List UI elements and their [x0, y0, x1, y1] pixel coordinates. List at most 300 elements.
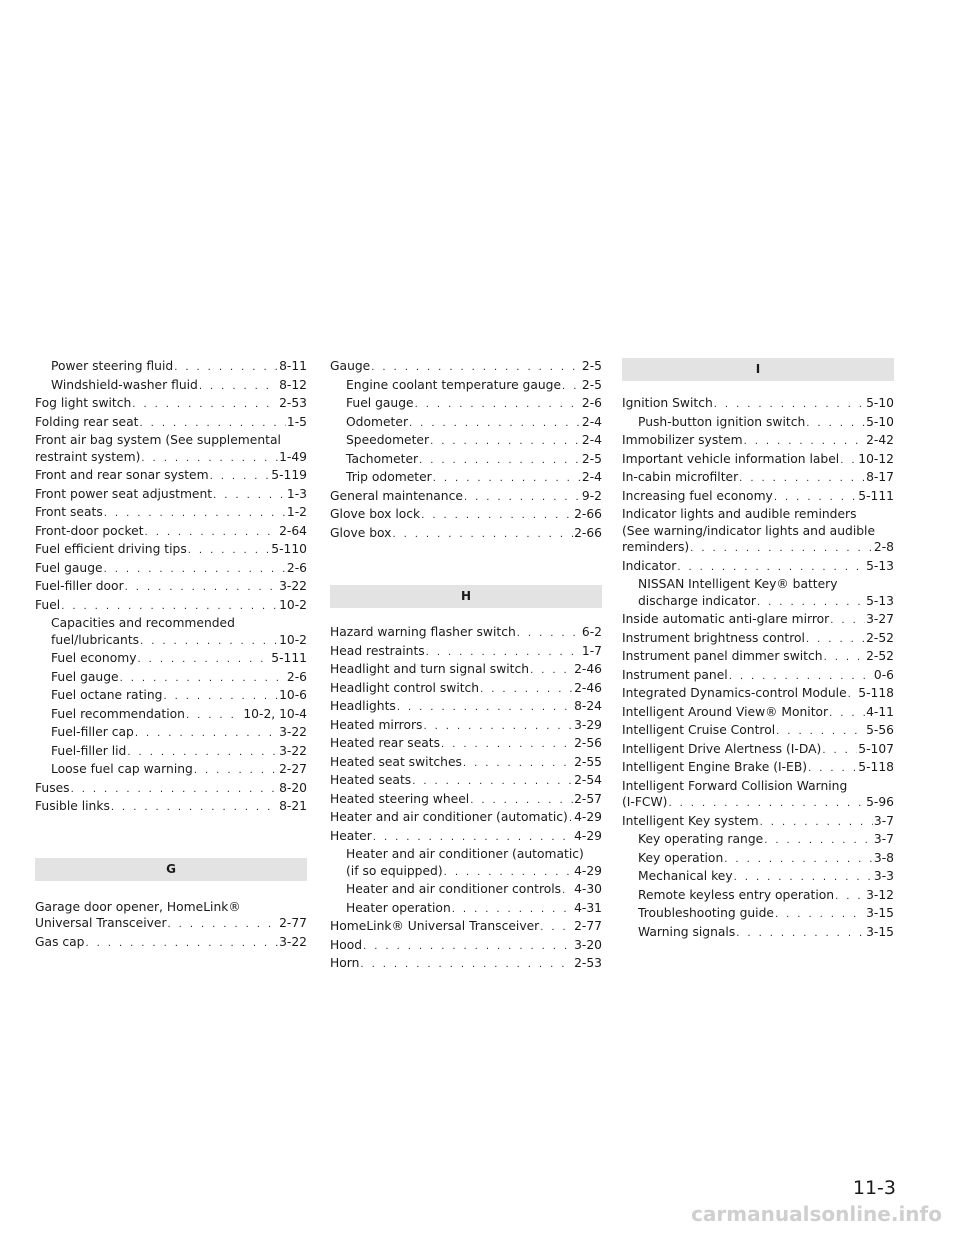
dot-leader [210, 469, 271, 486]
entry-term: Headlight control switch [330, 680, 480, 695]
dot-leader [132, 397, 278, 414]
entry-term: Heater operation [346, 900, 451, 915]
entry-page-ref: 2-27 [279, 762, 307, 776]
dot-leader [668, 796, 865, 813]
index-entry [330, 918, 602, 937]
index-entry [622, 506, 894, 523]
dot-leader [104, 506, 286, 523]
entry-term: Intelligent Forward Collision Warning [622, 778, 848, 793]
dot-leader [426, 645, 581, 662]
dot-leader [174, 360, 278, 377]
entry-term: Heated steering wheel [330, 791, 470, 806]
entry-page-ref: 10-2 [279, 632, 307, 647]
entry-page-ref: 2-77 [279, 916, 307, 930]
entry-page-ref: 2-5 [581, 377, 602, 392]
entry-term: Front air bag system (See supplemental [35, 433, 281, 447]
entry-page-ref: 9-2 [581, 488, 602, 503]
index-entry [330, 469, 602, 488]
index-column-1 [35, 358, 307, 952]
entry-page-ref: 3-7 [873, 832, 894, 846]
entry-term: Indicator [622, 558, 677, 573]
entry-list-i [622, 395, 894, 942]
index-entry [622, 611, 894, 630]
entry-term: Intelligent Cruise Control [622, 723, 776, 737]
index-entry [35, 504, 307, 523]
index-entry [330, 525, 602, 544]
index-entry [622, 469, 894, 488]
entry-page-ref: 8-17 [866, 470, 894, 484]
dot-leader [714, 397, 865, 414]
dot-leader [127, 745, 278, 762]
dot-leader [736, 926, 865, 943]
dot-leader [806, 416, 865, 433]
dot-leader [140, 634, 278, 651]
entry-term: Windshield-washer fluid [51, 377, 198, 392]
index-entry [330, 791, 602, 810]
entry-term: Heated mirrors [330, 717, 423, 732]
index-entry [330, 432, 602, 451]
index-entry [35, 798, 307, 817]
entry-term: Tachometer [346, 451, 419, 466]
entry-term: Odometer [346, 414, 408, 429]
entry-page-ref: 1-49 [279, 449, 307, 464]
entry-term: Folding rear seat [35, 414, 139, 429]
dot-leader [470, 793, 573, 810]
dot-leader [724, 852, 873, 869]
dot-leader [808, 761, 857, 778]
entry-page-ref: 1-7 [581, 643, 602, 658]
entry-term: NISSAN Intelligent Key® battery [638, 577, 838, 591]
entry-page-ref: 5-118 [858, 760, 894, 774]
entry-page-ref: 2-54 [574, 773, 602, 787]
entry-term: Remote keyless entry operation [638, 887, 835, 902]
dot-leader [433, 471, 581, 488]
dot-leader [729, 669, 873, 686]
entry-page-ref: 4-29 [574, 810, 602, 824]
entry-page-ref: 3-27 [866, 612, 894, 626]
index-entry [622, 539, 894, 558]
entry-term: Power steering fluid [51, 359, 174, 373]
index-entry [330, 881, 602, 900]
entry-page-ref: 5-56 [866, 723, 894, 737]
dot-leader [775, 907, 865, 924]
entry-term: Intelligent Key system [622, 813, 759, 828]
entry-page-ref: 4-30 [574, 882, 602, 896]
index-entry [622, 576, 894, 593]
index-entry [622, 778, 894, 795]
entry-page-ref: 3-29 [574, 717, 602, 732]
index-entry [35, 523, 307, 542]
entry-page-ref: 5-111 [271, 651, 307, 665]
entry-page-ref: 10-2, 10-4 [243, 706, 307, 721]
index-entry [35, 669, 307, 688]
index-entry [622, 414, 894, 433]
index-entry [622, 924, 894, 943]
index-entry [622, 630, 894, 649]
dot-leader [463, 756, 573, 773]
entry-term: Integrated Dynamics-control Module [622, 686, 847, 700]
entry-page-ref: 2-55 [574, 754, 602, 769]
index-entry [35, 934, 307, 953]
index-entry [35, 915, 307, 934]
index-entry [622, 667, 894, 686]
index-entry [622, 432, 894, 451]
entry-page-ref: 5-111 [858, 488, 894, 503]
index-entry [330, 377, 602, 396]
dot-leader [690, 541, 873, 558]
index-entry [35, 899, 307, 916]
entry-page-ref: 3-22 [279, 743, 307, 758]
index-entry [35, 706, 307, 725]
dot-leader [138, 652, 271, 669]
entry-term: Garage door opener, HomeLink® [35, 899, 241, 914]
entry-term: reminders) [622, 540, 690, 554]
index-entry [622, 887, 894, 906]
dot-leader [835, 889, 865, 906]
entry-page-ref: 4-29 [574, 828, 602, 843]
index-entry [622, 704, 894, 723]
entry-page-ref: 3-15 [866, 924, 894, 939]
dot-leader [452, 902, 573, 919]
dot-leader [444, 865, 573, 882]
dot-leader [517, 626, 581, 643]
index-entry [330, 937, 602, 956]
dot-leader [734, 870, 873, 887]
index-entry [35, 395, 307, 414]
index-entry [330, 624, 602, 643]
entry-page-ref: 5-13 [866, 558, 894, 573]
entry-term: Capacities and recommended [51, 616, 235, 630]
entry-term: Fuel gauge [35, 560, 103, 575]
index-entry [35, 358, 307, 377]
index-entry [35, 761, 307, 780]
entry-page-ref: 3-22 [279, 579, 307, 593]
entry-page-ref: 3-22 [279, 934, 307, 949]
dot-leader [430, 434, 581, 451]
index-entry [35, 377, 307, 396]
entry-term: restraint system) [35, 449, 141, 464]
entry-term: Universal Transceiver [35, 916, 167, 930]
entry-term: Fuel gauge [346, 396, 414, 410]
entry-term: In-cabin microfilter [622, 470, 739, 484]
entry-term: Instrument panel dimmer switch [622, 649, 823, 663]
index-column-3 [622, 358, 894, 942]
entry-page-ref: 2-52 [866, 649, 894, 663]
dot-leader [409, 416, 581, 433]
dot-leader [141, 451, 278, 468]
index-entry [330, 754, 602, 773]
entry-term: Heated seats [330, 773, 412, 787]
entry-term: Heated seat switches [330, 754, 462, 769]
dot-leader [104, 562, 286, 579]
entry-page-ref: 4-11 [866, 704, 894, 719]
entry-page-ref: 1-2 [286, 505, 307, 519]
entry-term: Important vehicle information label [622, 451, 840, 466]
index-entry [330, 809, 602, 828]
entry-term: Instrument panel [622, 667, 728, 682]
entry-page-ref: 2-64 [279, 523, 307, 538]
entry-page-ref: 10-2 [279, 597, 307, 612]
dot-leader [140, 416, 286, 433]
entry-page-ref: 2-66 [574, 525, 602, 540]
index-entry [330, 395, 602, 414]
page-number: 11-3 [852, 1177, 896, 1199]
dot-leader [213, 488, 286, 505]
letter-heading-i: I [622, 358, 894, 381]
index-entry [330, 414, 602, 433]
entry-term: Trip odometer [346, 470, 432, 484]
index-entry [330, 846, 602, 863]
entry-term: Heated rear seats [330, 736, 441, 750]
entry-page-ref: 3-20 [574, 937, 602, 952]
entry-term: Front-door pocket [35, 523, 144, 538]
dot-leader [806, 632, 865, 649]
index-entry [622, 558, 894, 577]
dot-leader [419, 453, 581, 470]
index-entry [622, 395, 894, 414]
entry-page-ref: 2-52 [866, 630, 894, 645]
entry-page-ref: 2-46 [574, 662, 602, 676]
entry-page-ref: 2-6 [581, 396, 602, 410]
index-entry [622, 759, 894, 778]
entry-term: (See warning/indicator lights and audible [622, 523, 876, 538]
index-entry [35, 632, 307, 651]
entry-page-ref: 2-42 [866, 433, 894, 447]
dot-leader [392, 527, 573, 544]
entry-page-ref: 2-8 [873, 540, 894, 554]
entry-page-ref: 2-53 [279, 396, 307, 410]
index-entry [330, 900, 602, 919]
dot-leader [822, 743, 857, 760]
entry-page-ref: 1-3 [286, 486, 307, 501]
dot-leader [677, 560, 865, 577]
entry-term: Horn [330, 956, 360, 970]
dot-leader [840, 453, 857, 470]
entry-term: Fuel economy [51, 651, 137, 665]
index-entry [330, 643, 602, 662]
entry-page-ref: 3-12 [866, 887, 894, 902]
index-entry [330, 955, 602, 974]
dot-leader [824, 650, 866, 667]
entry-term: Heater and air conditioner (automatic) [346, 847, 584, 861]
entry-page-ref: 8-24 [574, 699, 602, 713]
index-entry [330, 698, 602, 717]
dot-leader [188, 543, 271, 560]
index-entry [330, 506, 602, 525]
index-entry [35, 449, 307, 468]
entry-page-ref: 4-29 [574, 863, 602, 878]
dot-leader [125, 580, 278, 597]
dot-leader [562, 883, 573, 900]
entry-term: Glove box [330, 525, 392, 540]
entry-list-f [35, 358, 307, 817]
entry-page-ref: 5-107 [858, 741, 894, 756]
entry-term: Immobilizer system [622, 433, 743, 447]
entry-term: Fuel gauge [51, 669, 119, 684]
index-entry [330, 863, 602, 882]
entry-page-ref: 1-5 [286, 414, 307, 429]
entry-term: Fuel-filler cap [51, 725, 134, 739]
index-entry [330, 358, 602, 377]
dot-leader [530, 663, 573, 680]
entry-term: Intelligent Engine Brake (I-EB) [622, 760, 808, 774]
entry-page-ref: 2-6 [286, 560, 307, 575]
entry-term: Key operating range [638, 832, 764, 846]
dot-leader [71, 782, 279, 799]
index-entry [622, 722, 894, 741]
dot-leader [562, 379, 581, 396]
entry-page-ref: 5-118 [858, 686, 894, 700]
entry-page-ref: 4-31 [574, 900, 602, 915]
entry-term: Headlights [330, 699, 396, 713]
entry-term: Hazard warning flasher switch [330, 625, 516, 639]
entry-term: Increasing fuel economy [622, 488, 773, 503]
index-entry [35, 687, 307, 706]
index-entry [35, 541, 307, 560]
index-entry [622, 593, 894, 612]
entry-list-g [35, 899, 307, 953]
entry-term: Fuel [35, 597, 61, 612]
dot-leader [199, 379, 278, 396]
dot-leader [764, 833, 873, 850]
dot-leader [441, 737, 573, 754]
entry-term: Fog light switch [35, 396, 132, 410]
entry-page-ref: 8-20 [279, 780, 307, 795]
dot-leader [540, 920, 573, 937]
index-entry [622, 905, 894, 924]
entry-page-ref: 10-6 [279, 688, 307, 702]
index-entry [35, 560, 307, 579]
entry-term: Gauge [330, 359, 371, 373]
dot-leader [397, 700, 573, 717]
index-entry [330, 735, 602, 754]
dot-leader [363, 939, 573, 956]
dot-leader [194, 763, 278, 780]
entry-term: Ignition Switch [622, 396, 713, 410]
dot-leader [830, 613, 865, 630]
entry-term: Heater and air conditioner (automatic) [330, 810, 568, 824]
entry-term: Headlight and turn signal switch [330, 662, 530, 676]
index-entry [35, 615, 307, 632]
dot-leader [774, 490, 857, 507]
entry-page-ref: 3-7 [873, 813, 894, 828]
index-entry [330, 772, 602, 791]
entry-page-ref: 3-22 [279, 725, 307, 739]
index-entry [35, 432, 307, 449]
entry-page-ref: 2-53 [574, 956, 602, 970]
entry-page-ref: 2-4 [581, 433, 602, 447]
entry-page-ref: 3-8 [873, 850, 894, 865]
entry-page-ref: 0-6 [873, 667, 894, 682]
dot-leader [848, 687, 858, 704]
entry-term: Front and rear sonar system [35, 468, 209, 482]
entry-term: Fuel-filler lid [51, 743, 127, 758]
entry-page-ref: 10-12 [858, 451, 894, 466]
dot-leader [744, 434, 865, 451]
index-entry [622, 868, 894, 887]
index-entry [330, 488, 602, 507]
index-entry [35, 650, 307, 669]
entry-page-ref: 2-4 [581, 470, 602, 484]
dot-leader [760, 815, 873, 832]
entry-page-ref: 8-21 [279, 799, 307, 813]
entry-term: General maintenance [330, 488, 463, 503]
entry-page-ref: 5-10 [866, 414, 894, 429]
dot-leader [480, 682, 573, 699]
index-entry [35, 467, 307, 486]
entry-term: HomeLink® Universal Transceiver [330, 919, 540, 933]
dot-leader [120, 671, 286, 688]
entry-page-ref: 2-57 [574, 791, 602, 806]
entry-term: Push-button ignition switch [638, 414, 806, 429]
dot-leader [371, 360, 581, 377]
entry-page-ref: 6-2 [581, 625, 602, 639]
index-entry [622, 813, 894, 832]
entry-term: Fuel octane rating [51, 688, 163, 702]
entry-term: Gas cap [35, 934, 85, 949]
entry-list-g2 [330, 358, 602, 543]
entry-term: Fuel efficient driving tips [35, 542, 187, 556]
index-entry [35, 724, 307, 743]
entry-term: Front seats [35, 505, 103, 519]
dot-leader [569, 811, 573, 828]
entry-term: Fuses [35, 780, 70, 795]
entry-term: (if so equipped) [346, 863, 443, 878]
index-entry [330, 661, 602, 680]
index-entry [330, 680, 602, 699]
index-entry [35, 414, 307, 433]
index-entry [622, 831, 894, 850]
index-entry [622, 850, 894, 869]
entry-term: Glove box lock [330, 507, 421, 521]
entry-page-ref: 2-5 [581, 359, 602, 373]
index-column-2 [330, 358, 602, 974]
index-entry [622, 794, 894, 813]
entry-term: Head restraints [330, 643, 425, 658]
dot-leader [373, 830, 573, 847]
entry-term: Speedometer [346, 433, 430, 447]
index-entry [330, 828, 602, 847]
entry-term: Hood [330, 937, 363, 952]
index-entry [622, 741, 894, 760]
entry-term: Mechanical key [638, 869, 733, 883]
entry-page-ref: 3-3 [873, 869, 894, 883]
entry-page-ref: 3-15 [866, 906, 894, 920]
entry-term: Fusible links [35, 799, 110, 813]
dot-leader [360, 957, 573, 974]
entry-page-ref: 5-13 [866, 593, 894, 608]
entry-term: Loose fuel cap warning [51, 762, 193, 776]
entry-term: Front power seat adjustment [35, 486, 213, 501]
index-entry [330, 717, 602, 736]
index-entry [330, 451, 602, 470]
entry-term: Troubleshooting guide [638, 906, 774, 920]
watermark: carmanualsonline.info [691, 1202, 942, 1226]
entry-term: discharge indicator [638, 593, 756, 608]
entry-page-ref: 2-66 [574, 507, 602, 521]
entry-term: Key operation [638, 850, 724, 865]
entry-page-ref: 2-6 [286, 669, 307, 684]
entry-term: Heater [330, 828, 372, 843]
dot-leader [186, 708, 242, 725]
index-entry [35, 743, 307, 762]
entry-list-h [330, 624, 602, 974]
entry-term: Indicator lights and audible reminders [622, 507, 857, 521]
index-entry [622, 488, 894, 507]
entry-term: fuel/lubricants [51, 632, 140, 647]
entry-term: (I-FCW) [622, 795, 668, 809]
entry-page-ref: 5-110 [271, 542, 307, 556]
